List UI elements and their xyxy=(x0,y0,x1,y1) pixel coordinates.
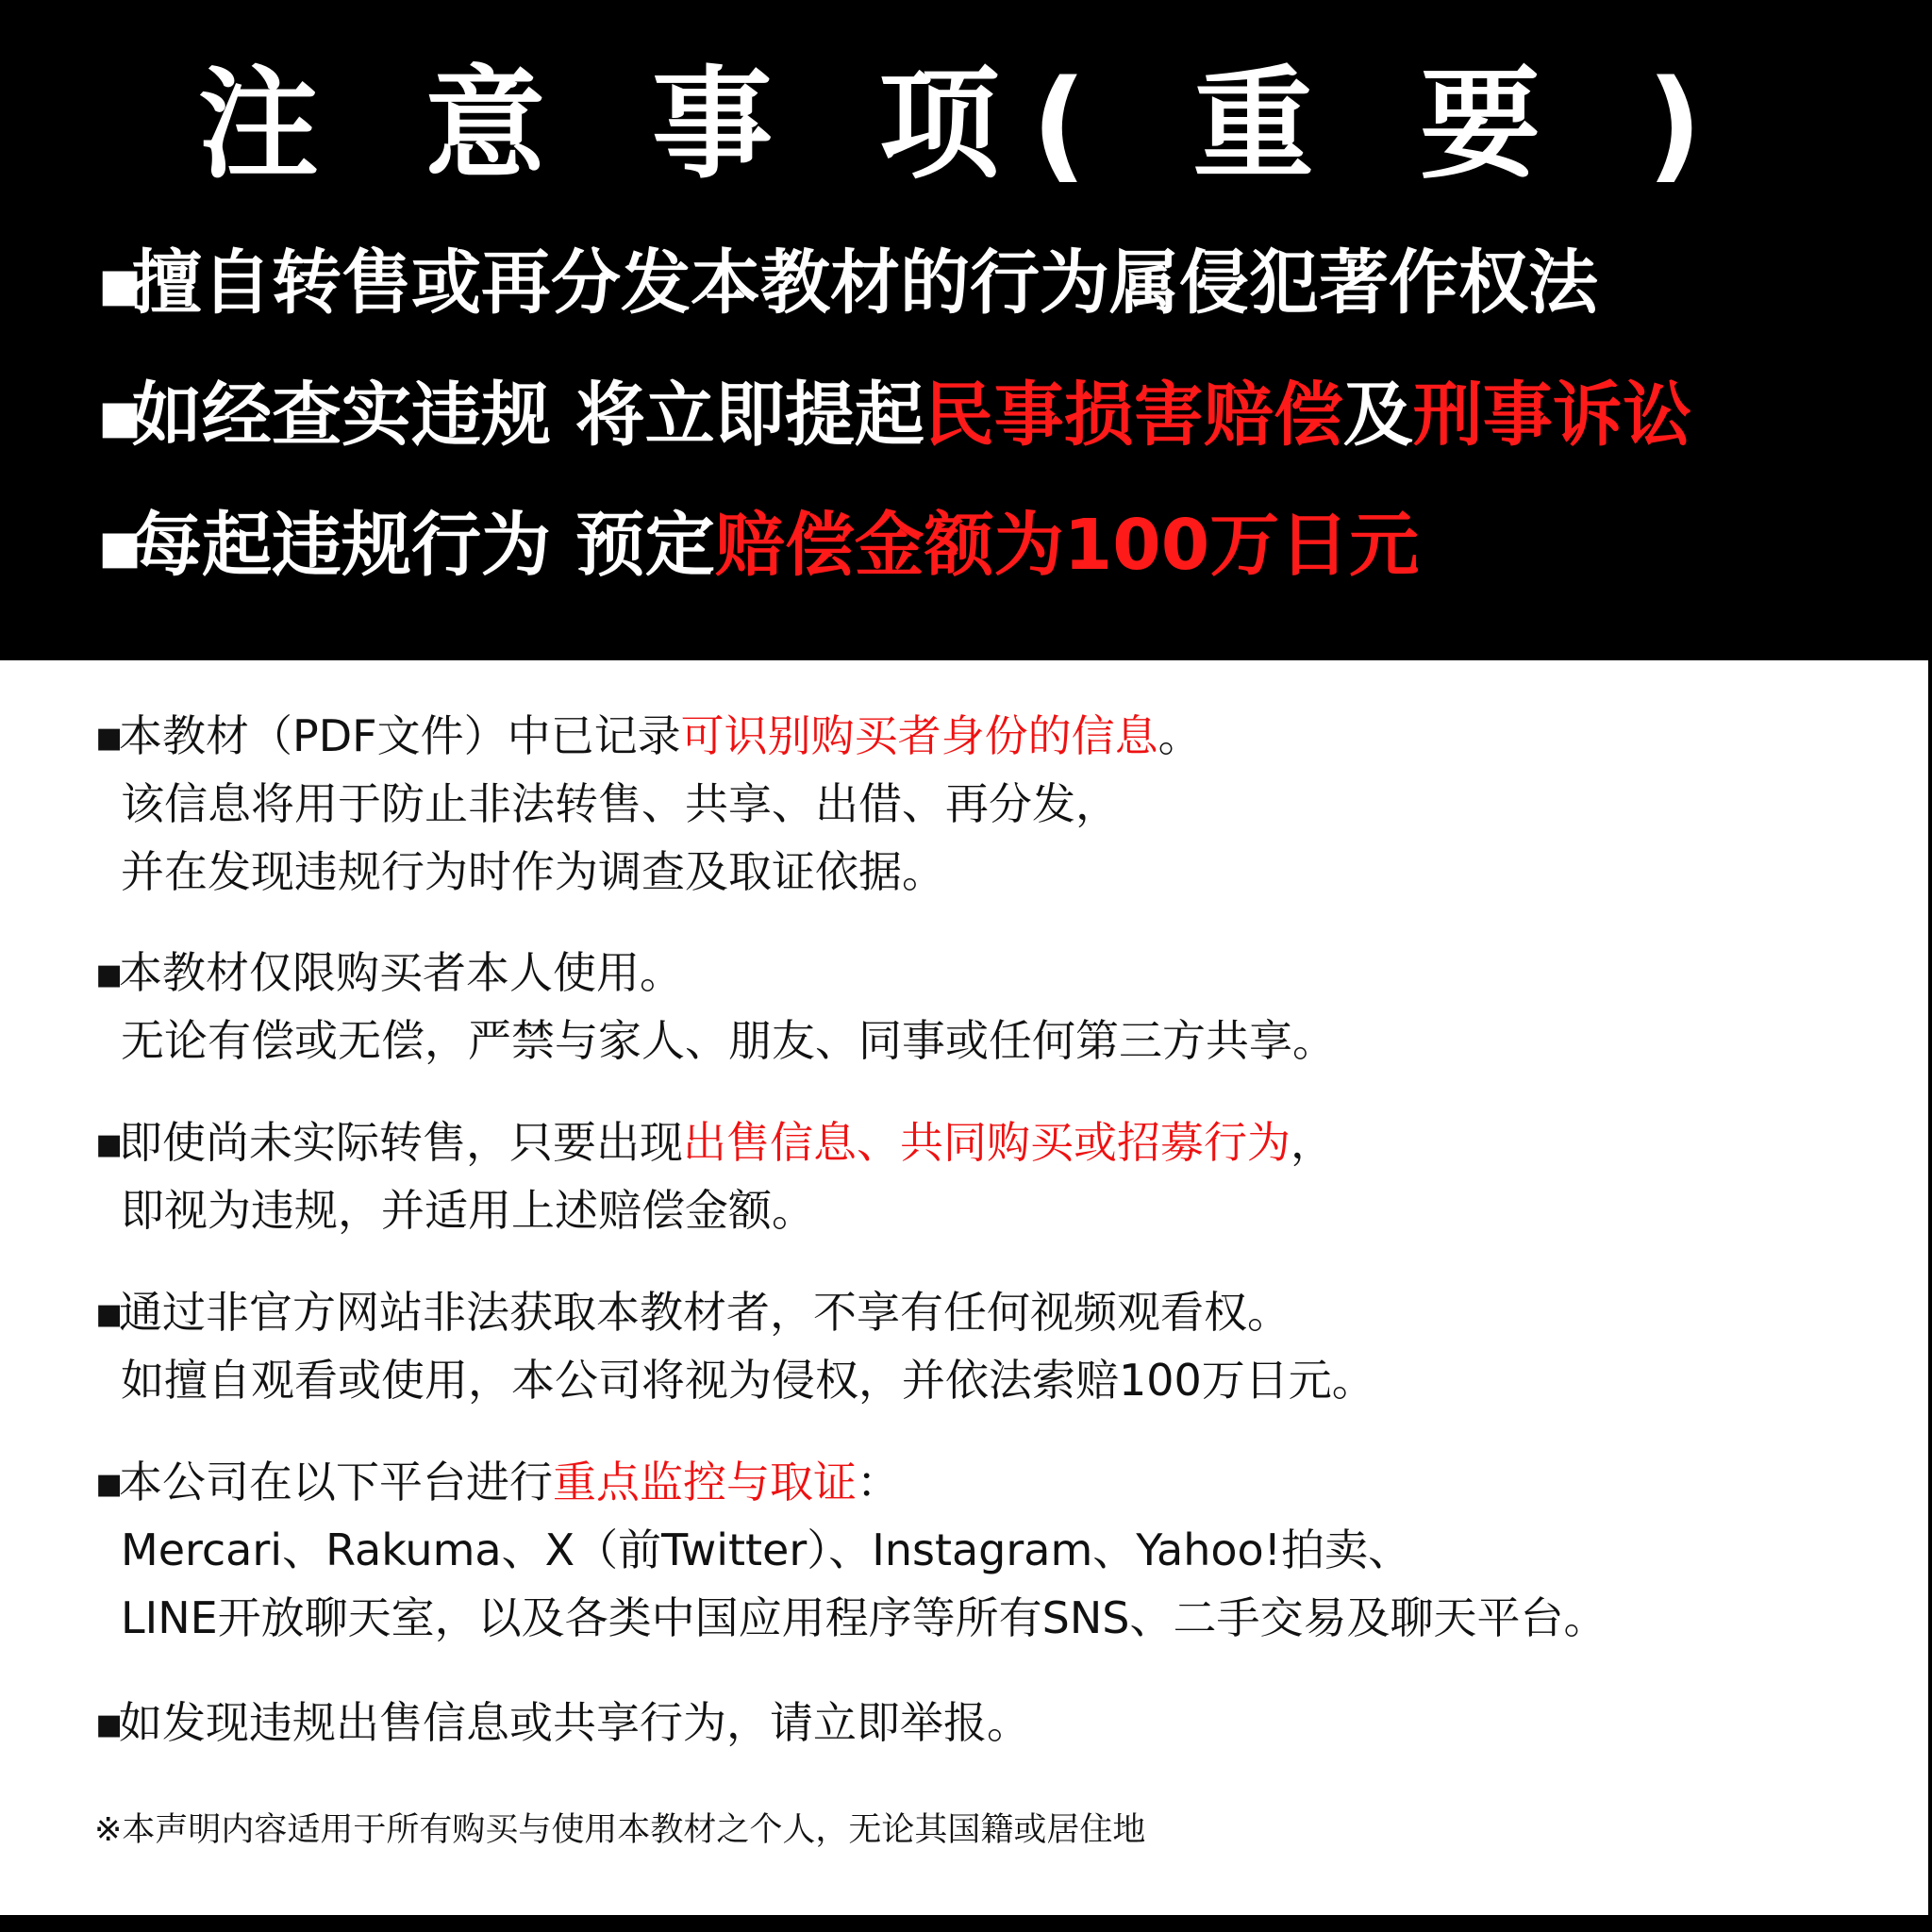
warning-line-copyright xyxy=(96,241,1598,325)
warning-line-legal-action xyxy=(96,373,1692,458)
warning-header-panel xyxy=(0,0,1932,660)
notice-highlight: 可识别购买者身份的信息 xyxy=(680,710,1158,761)
bullet-icon: ▪ xyxy=(94,1287,125,1338)
notice-text-platforms: Mercari、Rakuma、X（前Twitter）、Instagram、Yahoo!拍卖、 xyxy=(121,1524,1412,1575)
notice-text: 并在发现违规行为时作为调查及取证依据。 xyxy=(121,846,945,897)
notice-item-personal-use xyxy=(94,939,1336,1074)
notice-item-monitoring xyxy=(94,1448,1607,1652)
notice-text: 通过非官方网站非法获取本教材者，不享有任何视频观看权。 xyxy=(119,1287,1291,1338)
bullet-icon: ▪ xyxy=(94,710,125,761)
notice-text: 该信息将用于防止非法转售、共享、出借、再分发， xyxy=(121,778,1119,829)
notice-text: 本公司在以下平台进行 xyxy=(119,1457,553,1507)
notice-text-platforms: LINE开放聊天室，以及各类中国应用程序等所有SNS、二手交易及聊天平台。 xyxy=(121,1592,1607,1643)
notice-text: 本教材（PDF文件）中已记录 xyxy=(119,710,681,761)
page-title: 注 意 事 项( 重 要 ) xyxy=(197,55,1735,195)
notice-text: 即使尚未实际转售，只要出现 xyxy=(119,1117,683,1168)
warning-highlight-civil: 民事损害赔偿 xyxy=(924,375,1343,456)
notice-text: 。 xyxy=(1158,710,1202,761)
notice-highlight: 重点监控与取证 xyxy=(553,1457,857,1507)
bullet-icon: ▪ xyxy=(96,242,144,324)
bullet-icon: ▪ xyxy=(94,1697,125,1748)
warning-text: 擅自转售或再分发本教材的行为属侵犯著作权法 xyxy=(132,242,1598,324)
bullet-icon: ▪ xyxy=(94,1457,125,1507)
warning-highlight-criminal: 刑事诉讼 xyxy=(1412,375,1692,456)
bullet-icon: ▪ xyxy=(94,1117,125,1168)
warning-line-compensation xyxy=(96,503,1419,588)
notice-text: 本教材仅限购买者本人使用。 xyxy=(119,947,683,998)
bullet-icon: ▪ xyxy=(96,375,144,456)
notice-text: ： xyxy=(857,1457,900,1507)
notice-item-selling-info xyxy=(94,1108,1334,1244)
warning-highlight-amount: 赔偿金额为100万日元 xyxy=(714,505,1420,586)
notice-text: 无论有偿或无偿，严禁与家人、朋友、同事或任何第三方共享。 xyxy=(121,1015,1336,1066)
notice-text: 如擅自观看或使用，本公司将视为侵权，并依法索赔100万日元。 xyxy=(121,1355,1375,1406)
warning-text: 如经查实违规 将立即提起 xyxy=(132,375,924,456)
notice-text: 即视为违规，并适用上述赔偿金额。 xyxy=(121,1185,815,1236)
notice-item-unofficial-source xyxy=(94,1278,1375,1414)
footnote: ※本声明内容适用于所有购买与使用本教材之个人，无论其国籍或居住地 xyxy=(94,1811,1146,1849)
notice-text: ， xyxy=(1291,1117,1334,1168)
notice-item-report xyxy=(94,1689,1030,1757)
bullet-icon: ▪ xyxy=(96,505,144,586)
warning-text: 每起违规行为 预定 xyxy=(132,505,715,586)
bullet-icon: ▪ xyxy=(94,947,125,998)
notice-item-tracking xyxy=(94,702,1202,906)
notice-highlight: 出售信息、共同购买或招募行为 xyxy=(683,1117,1291,1168)
warning-text: 及 xyxy=(1342,375,1413,456)
notice-text: 如发现违规出售信息或共享行为，请立即举报。 xyxy=(119,1697,1030,1748)
